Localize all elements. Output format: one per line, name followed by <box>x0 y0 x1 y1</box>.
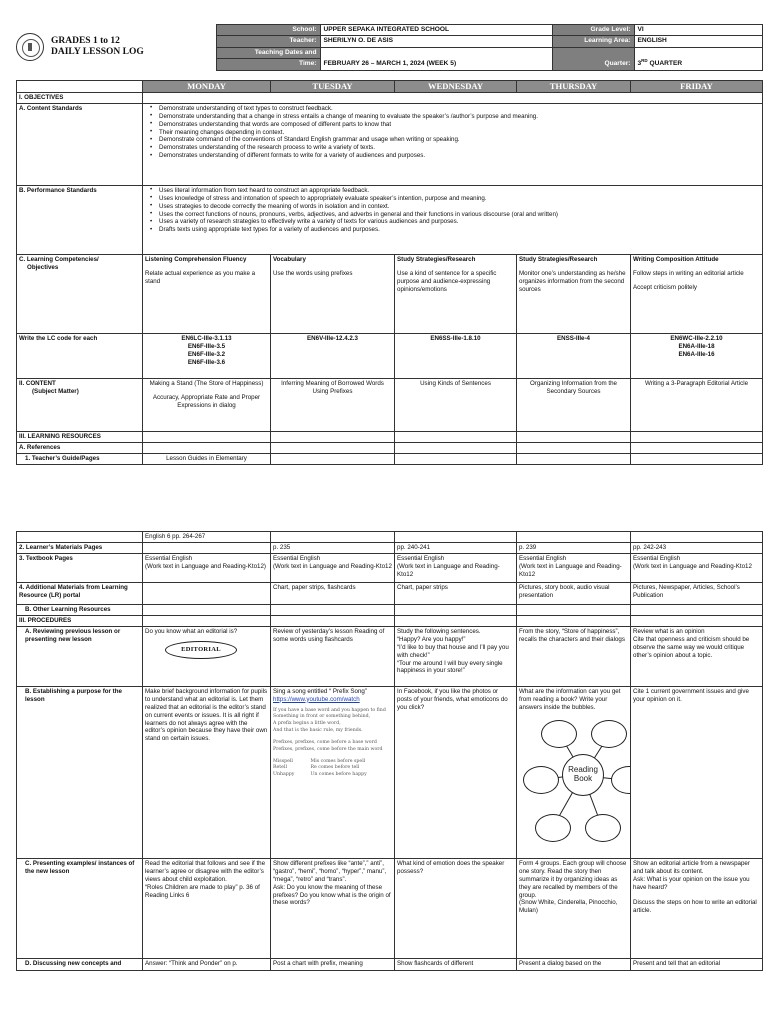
procedure-c-text: Show an editorial article from a newspaper and talk about its content. Ask: What is your opinion on the issue you have heard? Discuss the steps on how to write an editorial article. <box>633 859 757 915</box>
teachers-guide-cont-thursday <box>517 532 631 543</box>
teachers-guide-cont-text: English 6 pp. 264-267 <box>145 533 206 540</box>
procedure-b-text: What are the information can you get from reading a book? Write your answers inside the bubbles. <box>519 687 621 711</box>
content-topic: Inferring Meaning of Borrowed Words Using Prefixes <box>281 379 384 395</box>
song-word: Retell <box>273 765 287 771</box>
lc-code: EN6SS-IIIe-1.8.10 <box>430 334 481 342</box>
content-standard-item: • Demonstrates understanding of the research process to write a variety of texts. <box>147 144 760 152</box>
competency-body: Follow steps in writing an editorial article <box>633 269 744 277</box>
empty-cell <box>271 604 395 615</box>
grade-label: Grade Level: <box>552 25 634 36</box>
song-line: And that is the basic rule, my friends. <box>273 728 363 734</box>
empty-cell <box>271 431 395 442</box>
song-word: Re comes before tell <box>310 765 360 771</box>
procedure-a-thursday <box>517 626 631 686</box>
competency-body: Use the words using prefixes <box>273 269 353 277</box>
day-friday: FRIDAY <box>631 80 763 92</box>
textbook-line: (Work text in Language and Reading-Kto12 <box>633 562 752 570</box>
quarter-word: QUARTER <box>647 60 683 68</box>
textbook-line: (Work text in Language and Reading-Kto12 <box>519 562 622 578</box>
day-monday: MONDAY <box>143 80 271 92</box>
teachers-guide-label: 1. Teacher’s Guide/Pages <box>17 453 143 464</box>
header-table <box>16 24 763 71</box>
procedure-d-text: Answer: “Think and Ponder” on p. <box>145 959 238 967</box>
textbook-line: Essential English <box>397 554 445 562</box>
empty-cell <box>631 615 763 626</box>
procedure-c-friday <box>631 858 763 958</box>
song-word: Un comes before happy <box>310 772 367 778</box>
additional-materials-monday <box>143 582 271 604</box>
content-wednesday <box>395 378 517 431</box>
answer-bubble[interactable] <box>591 720 627 748</box>
additional-materials-wednesday <box>395 582 517 604</box>
empty-cell <box>143 604 271 615</box>
procedure-c-label: C. Presenting examples/ instances of the new lesson <box>17 858 143 958</box>
empty-cell <box>631 604 763 615</box>
procedure-a-text: From the story, “Store of happiness”, recalls the characters and their dialogs <box>519 627 625 643</box>
procedure-a-text: Study the following sentences. “Happy? Are you happy!” “I’d like to buy that house and I’ll pay you with check!” “Tour me around I will buy every single happiness in your store!” <box>397 627 509 675</box>
competency-body: Monitor one’s understanding as he/she organizes information from the second sources <box>519 269 626 293</box>
content-standard-item: • Demonstrate understanding that a change in stress entails a change of meaning to evaluate the speaker’s /author’s purpose and meaning. <box>147 113 760 121</box>
learning-resources-heading: III. LEARNING RESOURCES <box>17 431 143 442</box>
answer-bubble[interactable] <box>585 814 621 842</box>
teaching-dates-label-line1: Teaching Dates and <box>254 48 317 56</box>
content-topic: Writing a 3-Paragraph Editorial Article <box>644 379 749 387</box>
bubble-map-diagram <box>519 716 628 846</box>
song-line: If you have a base word and you happen to find <box>273 707 386 713</box>
teachers-guide-monday <box>143 453 271 464</box>
competency-body: Relate actual experience as you make a stand <box>145 269 256 285</box>
procedure-d-monday <box>143 958 271 970</box>
competency-wednesday <box>395 254 517 333</box>
time-label: Time: <box>216 59 320 70</box>
empty-cell <box>143 442 271 453</box>
day-tuesday: TUESDAY <box>271 80 395 92</box>
additional-materials-tuesday <box>271 582 395 604</box>
lc-code: ENSS-IIIe-4 <box>556 334 590 342</box>
learners-materials-label: 2. Learner’s Materials Pages <box>17 542 143 553</box>
lc-code-tuesday <box>271 333 395 378</box>
answer-bubble[interactable] <box>523 766 559 794</box>
content-monday <box>143 378 271 431</box>
performance-standards-list <box>145 187 760 235</box>
content-topic: Making a Stand (The Store of Happiness) <box>149 379 264 387</box>
lc-code: EN6V-IIIe-12.4.2.3 <box>307 334 358 342</box>
additional-materials-text: Chart, paper strips, flashcards <box>273 583 356 591</box>
lc-code: EN6A-IIIe-18 <box>678 342 715 350</box>
procedure-b-label: B. Establishing a purpose for the lesson <box>17 686 143 858</box>
procedure-d-text: Post a chart with prefix, meaning <box>273 959 363 967</box>
content-label-line1: II. CONTENT <box>19 379 56 387</box>
procedure-d-text: Present and tell that an editorial <box>633 959 721 967</box>
teachers-guide-tuesday <box>271 453 395 464</box>
lc-code: EN6F-IIIe-3.5 <box>187 342 226 350</box>
teachers-guide-cont-tuesday <box>271 532 395 543</box>
quarter-number: 3 <box>637 60 642 68</box>
competency-extra: Accept criticism politely <box>633 283 697 291</box>
procedure-a-tuesday <box>271 626 395 686</box>
day-thursday: THURSDAY <box>517 80 631 92</box>
procedure-d-friday <box>631 958 763 970</box>
procedures-heading: III. PROCEDURES <box>17 615 143 626</box>
day-wednesday: WEDNESDAY <box>395 80 517 92</box>
empty-cell <box>271 442 395 453</box>
empty-cell <box>271 615 395 626</box>
empty-cell <box>517 431 631 442</box>
empty-cell <box>517 442 631 453</box>
competency-thursday <box>517 254 631 333</box>
textbook-tuesday <box>271 553 395 582</box>
song-line: Prefixes, prefixes, come before the main word <box>273 746 383 752</box>
learners-materials-text: p. 235 <box>273 543 291 551</box>
school-label: School: <box>216 25 320 36</box>
performance-standards-cell <box>143 185 763 254</box>
competency-title: Vocabulary <box>273 255 306 263</box>
learners-materials-text: pp. 240-241 <box>397 543 431 551</box>
teachers-guide-cont-monday <box>143 532 271 543</box>
performance-standard-item: • Uses the correct functions of nouns, pronouns, verbs, adjectives, and adverbs in general and their functions in various discourse (oral and written) <box>147 211 760 219</box>
learning-area-value: ENGLISH <box>634 36 762 47</box>
textbook-line: (Work text in Language and Reading-Kto12 <box>397 562 500 578</box>
procedure-a-label: A. Reviewing previous lesson or presenting new lesson <box>17 626 143 686</box>
procedure-c-tuesday <box>271 858 395 958</box>
deped-seal-icon <box>16 33 44 61</box>
content-standards-list <box>145 105 760 161</box>
performance-standard-item: • Uses knowledge of stress and intonation of speech to appropriately evaluate speaker’s intention, purpose and meaning. <box>147 195 760 203</box>
lc-code: EN6LC-IIIe-3.1.13 <box>181 334 232 342</box>
teaching-dates-label <box>216 47 320 58</box>
procedure-b-text: Cite 1 current government issues and give your opinion on it. <box>633 687 749 703</box>
textbook-line: (Work text in Language and Reading-Kto12) <box>145 562 266 570</box>
competency-friday <box>631 254 763 333</box>
procedure-d-tuesday <box>271 958 395 970</box>
additional-materials-friday <box>631 582 763 604</box>
competency-title: Writing Composition Attitude <box>633 255 719 263</box>
procedure-c-wednesday <box>395 858 517 958</box>
empty-cell <box>143 615 271 626</box>
objectives-heading-fill <box>143 92 763 103</box>
lc-code: EN6A-IIIe-16 <box>678 350 715 358</box>
empty-cell <box>143 431 271 442</box>
learners-materials-text: p. 239 <box>519 543 537 551</box>
lesson-log-page-1 <box>16 24 762 465</box>
answer-bubble[interactable] <box>541 720 577 748</box>
procedure-b-tuesday <box>271 686 395 858</box>
other-resources-label: B. Other Learning Resources <box>17 604 143 615</box>
song-word: Mis comes before spell <box>310 758 366 764</box>
lc-code-friday <box>631 333 763 378</box>
lc-code-label: Write the LC code for each <box>17 333 143 378</box>
performance-standards-label: B. Performance Standards <box>17 185 143 254</box>
lc-code: EN6F-IIIe-3.2 <box>187 350 226 358</box>
empty-cell <box>631 442 763 453</box>
youtube-link[interactable]: https://www.youtube.com/watch <box>273 695 360 703</box>
competency-title: Study Strategies/Research <box>519 255 598 263</box>
procedure-d-thursday <box>517 958 631 970</box>
lc-code-monday <box>143 333 271 378</box>
content-label-line2: (Subject Matter) <box>32 387 79 395</box>
content-topic: Using Kinds of Sentences <box>420 379 491 387</box>
lc-code: EN6WC-IIIe-2.2.10 <box>670 334 723 342</box>
content-standard-item: • Demonstrates understanding of different formats to write for a variety of audiences and purposes. <box>147 152 760 160</box>
content-label <box>17 378 143 431</box>
brand-line-1: GRADES 1 to 12 <box>51 35 120 46</box>
learners-materials-monday <box>143 542 271 553</box>
performance-standard-item: • Uses literal information from text heard to construct an appropriate feedback. <box>147 187 760 195</box>
song-line: A prefix begins a little word, <box>273 721 341 727</box>
song-line: Something in front or something behind, <box>273 714 371 720</box>
days-corner <box>17 80 143 92</box>
answer-bubble[interactable] <box>611 766 631 794</box>
learners-materials-friday <box>631 542 763 553</box>
procedure-b-text: Make brief background information for pupils to understand what an editorial is. Let them realized that an editorial is the editor’s stand on current events or issues. It is all right if learners do not always agree with the editor’s opinion because they have their own stand on certain issues. <box>145 687 268 743</box>
content-extra: Accuracy, Appropriate Rate and Proper Expressions in dialog <box>152 393 261 409</box>
textbook-line: (Work text in Language and Reading-Kto12 <box>273 562 392 570</box>
song-left-column <box>273 759 294 779</box>
procedure-b-friday <box>631 686 763 858</box>
competency-tuesday <box>271 254 395 333</box>
quarter-value <box>634 47 762 70</box>
procedure-c-text: Form 4 groups. Each group will choose one story. Read the story then summarize it by organizing ideas as they are recalled by members of the group. (Snow White, Cinderella, Pinocchio, Mulan) <box>519 859 627 915</box>
content-standard-item: • Their meaning changes depending in context. <box>147 129 760 137</box>
performance-standard-item: • Uses strategies to decode correctly the meaning of words in isolation and in context. <box>147 203 760 211</box>
quarter-label: Quarter: <box>552 47 634 70</box>
competencies-label <box>17 254 143 333</box>
empty-cell <box>395 442 517 453</box>
textbook-thursday <box>517 553 631 582</box>
procedure-a-text: Review what is an opinion Cite that openness and criticism should be observe the same way we would critique other’s opinion about a topic. <box>633 627 750 659</box>
textbook-wednesday <box>395 553 517 582</box>
procedure-c-monday <box>143 858 271 958</box>
empty-cell <box>517 615 631 626</box>
grade-value: VI <box>634 25 762 36</box>
content-tuesday <box>271 378 395 431</box>
brand-line-2: DAILY LESSON LOG <box>51 47 144 58</box>
procedure-d-text: Show flashcards of different <box>397 959 474 967</box>
empty-cell <box>17 532 143 543</box>
procedure-c-text: Show different prefixes like “ante”,” anti”, “gastro”, “hemi”, “homo”, “hyper”,” manu”, “mega”, “retro” and “trans”. Ask: Do you know the meaning of these prefixes? Do you know what is the origin of these words? <box>273 859 391 907</box>
procedure-b-thursday <box>517 686 631 858</box>
content-friday <box>631 378 763 431</box>
procedure-b-wednesday <box>395 686 517 858</box>
school-value: UPPER SEPAKA INTEGRATED SCHOOL <box>320 25 552 36</box>
textbook-line: Essential English <box>633 554 681 562</box>
procedure-a-wednesday <box>395 626 517 686</box>
content-topic: Organizing Information from the Secondary Sources <box>529 379 617 395</box>
content-standards-cell <box>143 103 763 185</box>
brand-block <box>16 31 216 63</box>
procedure-a-text: Do you know what an editorial is? <box>145 627 238 635</box>
content-standard-item: • Demonstrate command of the conventions of Standard English grammar and usage when writing or speaking. <box>147 136 760 144</box>
content-thursday <box>517 378 631 431</box>
teachers-guide-wednesday <box>395 453 517 464</box>
reading-book-bubble: Reading Book <box>562 754 604 796</box>
editorial-badge-icon: EDITORIAL <box>165 641 237 659</box>
answer-bubble[interactable] <box>535 814 571 842</box>
additional-materials-text: Chart, paper strips <box>397 583 448 591</box>
competency-title: Listening Comprehension Fluency <box>145 255 247 263</box>
competency-monday <box>143 254 271 333</box>
competency-title: Study Strategies/Research <box>397 255 476 263</box>
procedure-d-label: D. Discussing new concepts and <box>17 958 143 970</box>
lesson-table-page-1 <box>16 80 763 465</box>
procedure-c-text: What kind of emotion does the speaker possess? <box>397 859 505 875</box>
textbook-line: Essential English <box>519 554 567 562</box>
procedure-d-text: Present a dialog based on the <box>519 959 602 967</box>
empty-cell <box>517 604 631 615</box>
procedure-b-text: In Facebook, if you like the photos or posts of your friends, what emoticons do you click? <box>397 687 508 711</box>
additional-materials-text: Pictures, story book, audio visual presentation <box>519 583 610 599</box>
procedure-b-text: Sing a song entitled “ Prefix Song” <box>273 687 367 695</box>
learners-materials-tuesday <box>271 542 395 553</box>
song-word: Misspell <box>273 758 293 764</box>
objectives-heading: I. OBJECTIVES <box>17 92 143 103</box>
teachers-guide-thursday <box>517 453 631 464</box>
textbook-friday <box>631 553 763 582</box>
teachers-guide-text: Lesson Guides in Elementary <box>166 454 247 462</box>
song-examples <box>273 759 392 779</box>
lesson-table-page-2 <box>16 531 763 971</box>
procedure-d-wednesday <box>395 958 517 970</box>
content-standard-item: • Demonstrates understanding that words are composed of different parts to know that <box>147 121 760 129</box>
content-standard-item: • Demonstrate understanding of text types to construct feedback. <box>147 105 760 113</box>
teacher-value: SHERILYN O. DE ASIS <box>320 36 552 47</box>
learning-area-label: Learning Area: <box>552 36 634 47</box>
additional-materials-text: Pictures, Newspaper, Articles, School’s Publication <box>633 583 740 599</box>
learners-materials-thursday <box>517 542 631 553</box>
teaching-dates-value: FEBRUARY 26 – MARCH 1, 2024 (WEEK 5) <box>320 47 552 70</box>
references-label: A. References <box>17 442 143 453</box>
song-right-column <box>310 759 366 779</box>
empty-cell <box>631 431 763 442</box>
procedure-c-thursday <box>517 858 631 958</box>
teacher-label: Teacher: <box>216 36 320 47</box>
textbook-line: Essential English <box>273 554 321 562</box>
song-word: Unhappy <box>273 772 295 778</box>
song-line: Prefixes, prefixes, come before a base word <box>273 739 377 745</box>
teachers-guide-cont-wednesday <box>395 532 517 543</box>
lc-code: EN6F-IIIe-3.6 <box>187 358 226 366</box>
competencies-label-line1: C. Learning Competencies/ <box>19 255 99 263</box>
teachers-guide-cont-friday <box>631 532 763 543</box>
lesson-log-page-2 <box>16 531 762 971</box>
empty-cell <box>395 604 517 615</box>
procedure-a-text: Review of yesterday’s lesson Reading of some words using flashcards <box>273 627 385 643</box>
performance-standard-item: • Uses a variety of research strategies to effectively write a variety of texts for various audiences and purposes. <box>147 218 760 226</box>
teachers-guide-friday <box>631 453 763 464</box>
lc-code-wednesday <box>395 333 517 378</box>
prefix-song-image <box>273 708 392 779</box>
performance-standard-item: • Drafts texts using appropriate text types for a variety of audiences and purposes. <box>147 226 760 234</box>
empty-cell <box>395 615 517 626</box>
learners-materials-text: pp. 242-243 <box>633 543 667 551</box>
competencies-label-line2: Objectives <box>27 263 59 271</box>
textbook-monday <box>143 553 271 582</box>
lc-code-thursday <box>517 333 631 378</box>
learners-materials-wednesday <box>395 542 517 553</box>
procedure-a-monday <box>143 626 271 686</box>
empty-cell <box>395 431 517 442</box>
textbook-label: 3. Textbook Pages <box>17 553 143 582</box>
textbook-line: Essential English <box>145 554 193 562</box>
additional-materials-label: 4. Additional Materials from Learning Resource (LR) portal <box>17 582 143 604</box>
quarter-suffix: RD <box>641 58 648 64</box>
procedure-c-text: Read the editorial that follows and see if the learner’s agree or disagree with the editor’s views about child exploitation. “Roles Children are made to play” p. 36 of Reading Links 6 <box>145 859 266 899</box>
additional-materials-thursday <box>517 582 631 604</box>
competency-body: Use a kind of sentence for a specific purpose and audience-expressing opinions/emotions <box>397 269 497 293</box>
procedure-a-friday <box>631 626 763 686</box>
content-standards-label: A. Content Standards <box>17 103 143 185</box>
procedure-b-monday <box>143 686 271 858</box>
